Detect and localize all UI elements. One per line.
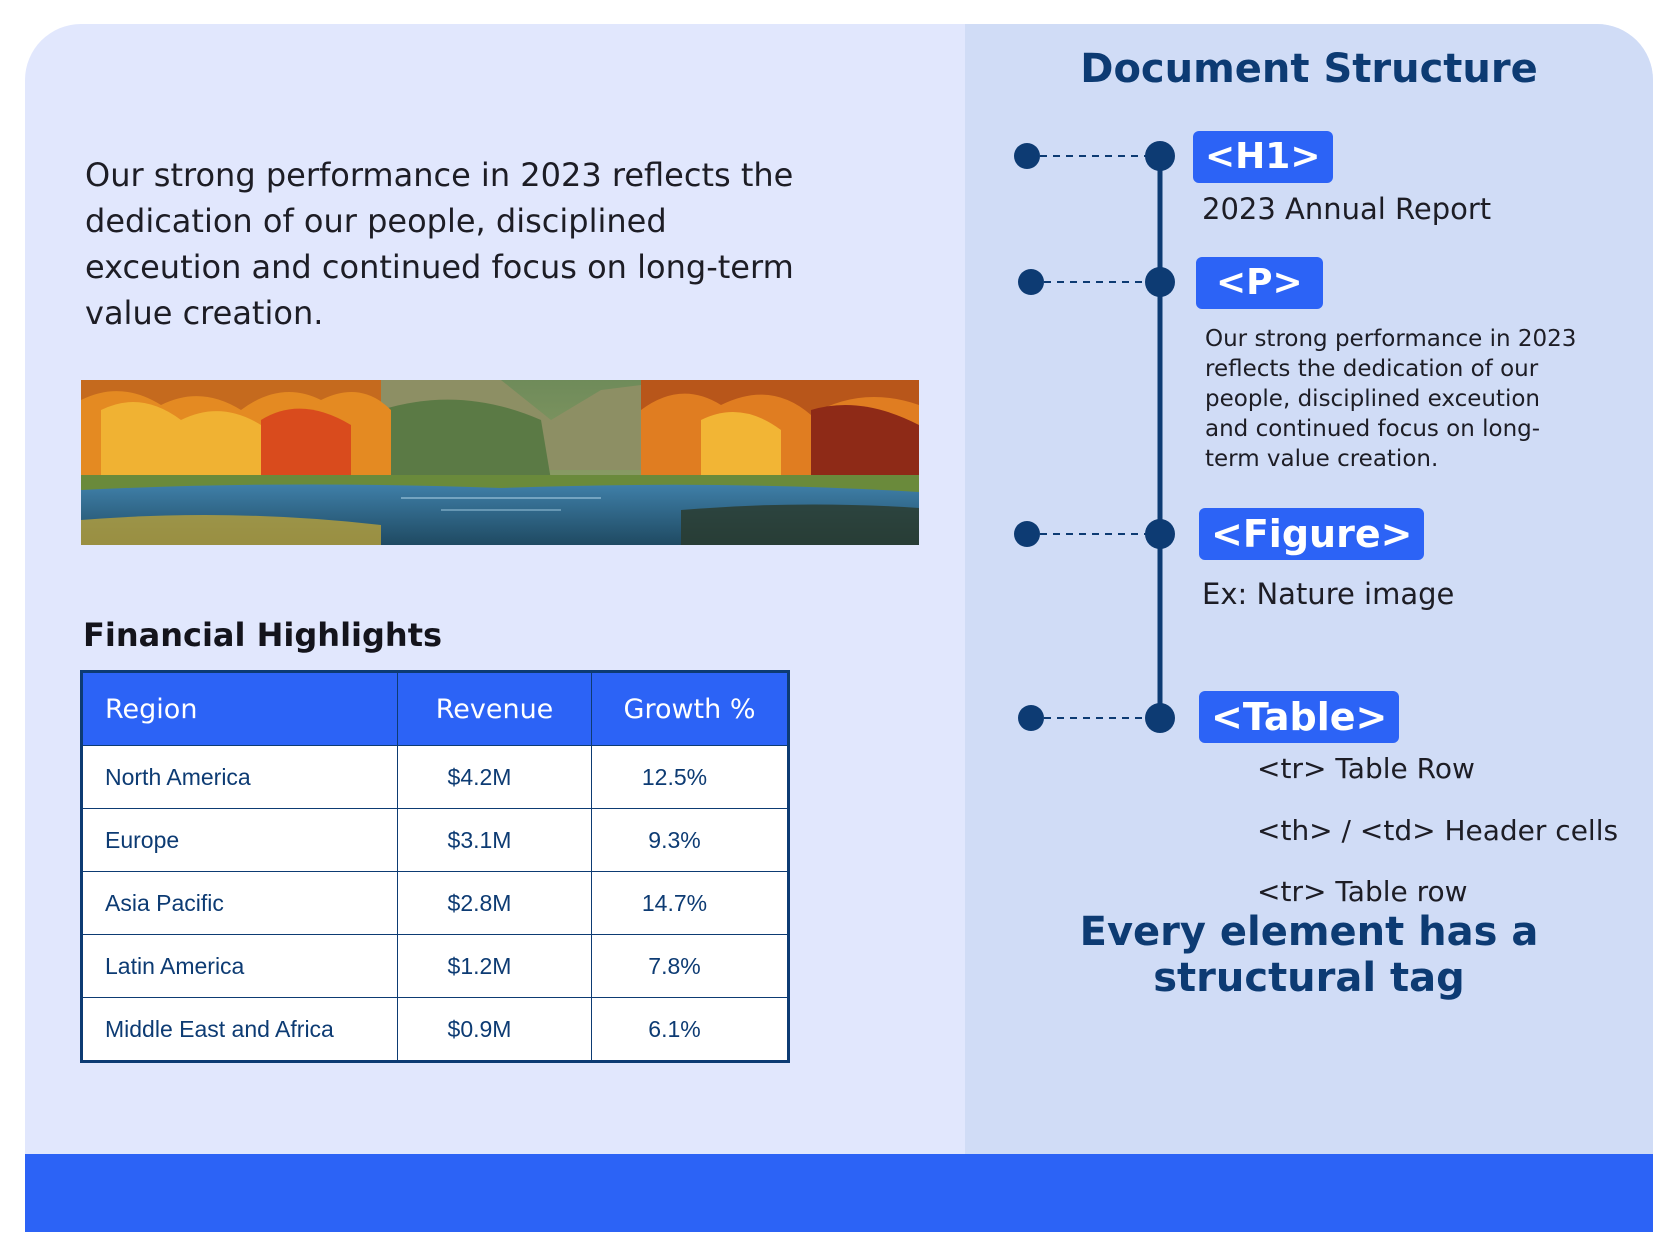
document-structure-panel [965, 24, 1653, 1154]
header-revenue: Revenue [398, 672, 592, 746]
header-region: Region [82, 672, 398, 746]
timeline-connector-figure [1014, 519, 1175, 549]
cell-revenue: $0.9M [398, 998, 592, 1062]
cell-region: Middle East and Africa [82, 998, 398, 1062]
tag-table: <Table> [1199, 691, 1399, 743]
table-row [82, 872, 789, 935]
p-description: Our strong performance in 2023 reflects the dedication of our people, disciplined exceution and continued focus on long-term value creation. [1205, 326, 1577, 472]
h1-description: 2023 Annual Report [1202, 192, 1492, 226]
cell-revenue: $3.1M [398, 809, 592, 872]
intro-paragraph: Our strong performance in 2023 reflects the dedication of our people, disciplined exceution and continued focus on long-term value creation. [85, 156, 794, 332]
tag-h1: <H1> [1193, 131, 1333, 183]
infographic-card [25, 24, 1653, 1232]
cell-revenue: $4.2M [398, 746, 592, 809]
timeline-connector-h1 [1014, 141, 1175, 171]
timeline-connector-table [1018, 703, 1175, 733]
cell-growth: 14.7% [592, 872, 789, 935]
table-item-tr-row: <tr> Table row [1257, 875, 1468, 908]
nature-landscape-image [81, 380, 919, 545]
footer-bar [25, 1154, 1653, 1232]
table-item-th-td: <th> / <td> Header cells [1257, 814, 1619, 847]
tag-p: <P> [1196, 257, 1323, 309]
cell-revenue: $2.8M [398, 872, 592, 935]
tag-figure: <Figure> [1199, 508, 1424, 560]
cell-growth: 12.5% [592, 746, 789, 809]
financial-highlights-title: Financial Highlights [83, 616, 443, 654]
timeline-connector-p [1018, 267, 1175, 297]
cell-growth: 9.3% [592, 809, 789, 872]
header-growth: Growth % [592, 672, 789, 746]
cell-growth: 6.1% [592, 998, 789, 1062]
table-row [82, 809, 789, 872]
cell-region: Europe [82, 809, 398, 872]
cell-region: North America [82, 746, 398, 809]
figure-description: Ex: Nature image [1202, 577, 1455, 611]
table-row [82, 746, 789, 809]
table-row [82, 998, 789, 1062]
financial-highlights-table [80, 670, 790, 1063]
table-row [82, 935, 789, 998]
table-header-row [82, 672, 789, 746]
cell-growth: 7.8% [592, 935, 789, 998]
structural-tag-tagline: Every element has a structural tag [1079, 909, 1539, 1001]
cell-region: Latin America [82, 935, 398, 998]
cell-region: Asia Pacific [82, 872, 398, 935]
nature-landscape-illustration [81, 380, 919, 545]
table-item-tr: <tr> Table Row [1257, 752, 1475, 785]
document-structure-title: Document Structure [1080, 46, 1538, 92]
cell-revenue: $1.2M [398, 935, 592, 998]
